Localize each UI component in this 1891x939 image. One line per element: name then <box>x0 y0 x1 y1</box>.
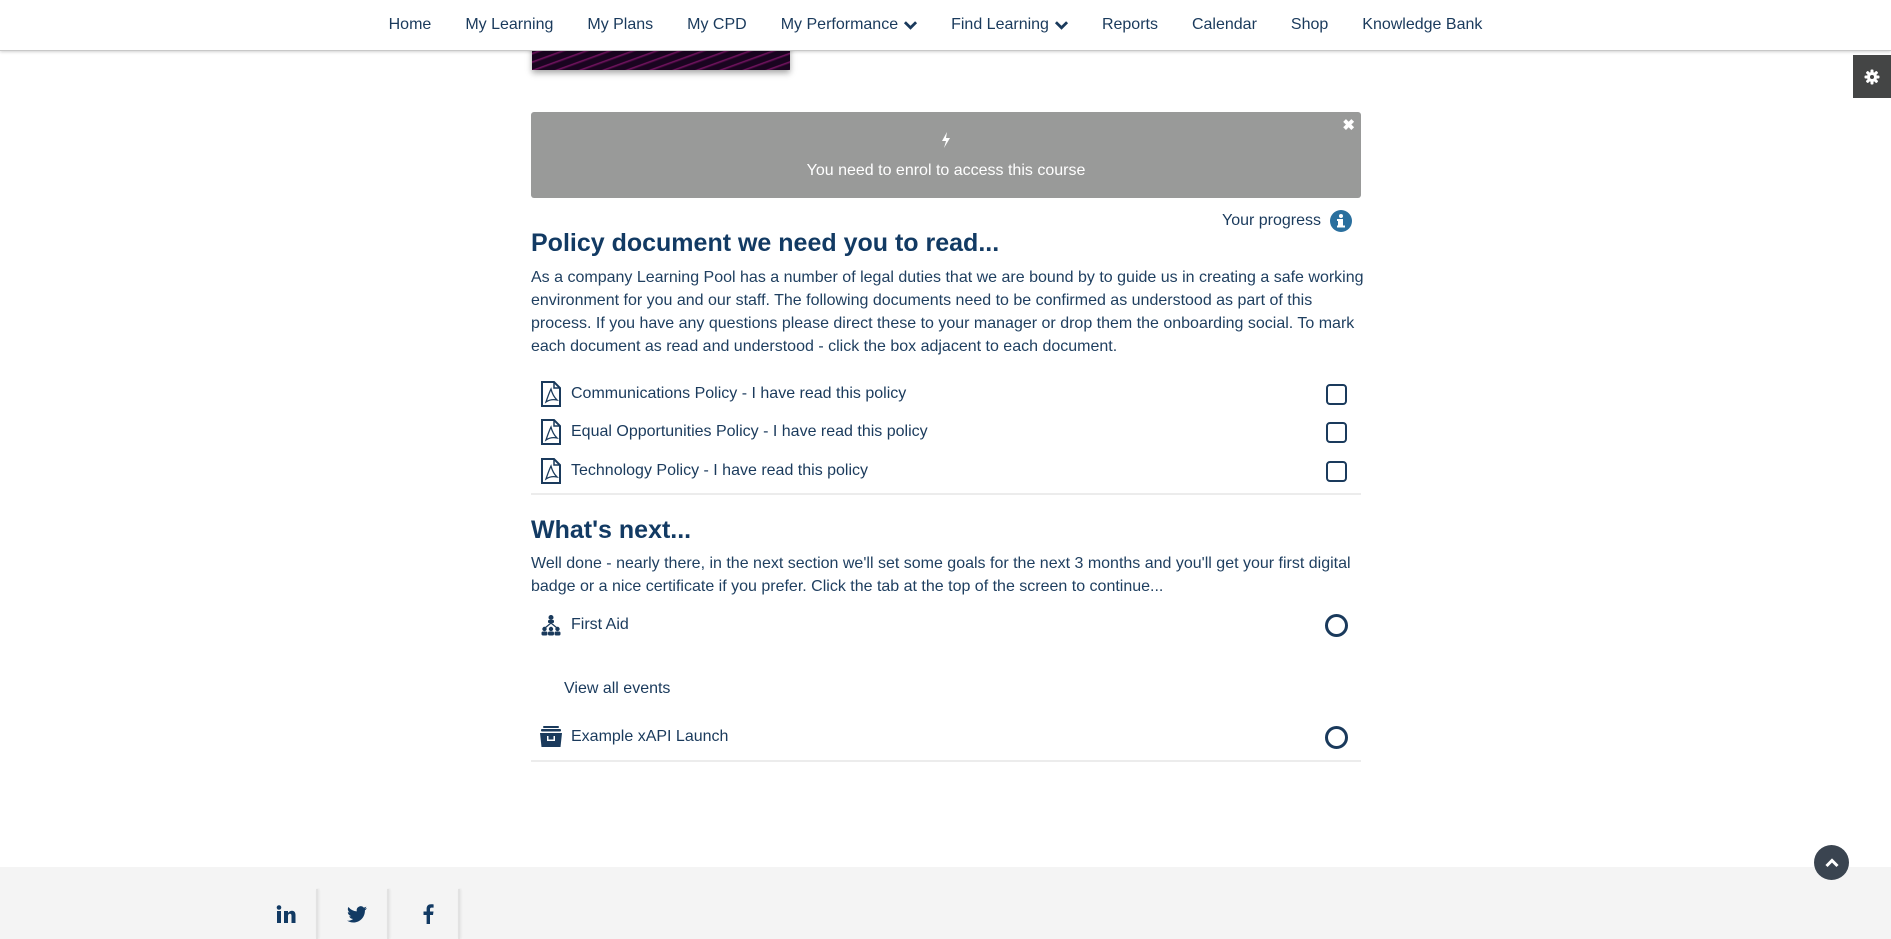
twitter-link[interactable] <box>322 889 392 939</box>
nav-home[interactable] <box>372 16 449 34</box>
footer-divider <box>458 889 460 939</box>
nav-my-performance[interactable] <box>764 16 934 34</box>
section-divider <box>531 493 1361 495</box>
nav-find-learning[interactable] <box>934 16 1085 34</box>
back-to-top-button[interactable] <box>1814 845 1849 880</box>
activity-item <box>531 610 1361 640</box>
nav-label: Home <box>388 16 432 33</box>
nav-label: My Learning <box>465 16 554 33</box>
pdf-icon <box>537 419 565 445</box>
section-title: What's next... <box>531 516 692 544</box>
nav-my-plans[interactable] <box>570 16 670 34</box>
enrol-alert <box>531 112 1361 198</box>
completion-checkbox[interactable] <box>1326 422 1347 443</box>
linkedin-icon <box>276 905 296 923</box>
nav-label: My Plans <box>587 16 654 33</box>
footer <box>0 867 1891 939</box>
facebook-icon <box>423 904 434 924</box>
nav-menu <box>372 16 1500 34</box>
section-title: Policy document we need you to read... <box>531 229 1000 257</box>
nav-calendar[interactable] <box>1175 16 1274 34</box>
chevron-down-icon <box>1055 20 1068 30</box>
activity-link[interactable]: Example xAPI Launch <box>571 728 729 745</box>
section-description: Well done - nearly there, in the next section we'll set some goals for the next 3 months and you'll get your first digital badge or a nice certificate if you prefer. Click the tab at the top of the screen to continue... <box>531 555 1351 595</box>
completion-checkbox[interactable] <box>1326 461 1347 482</box>
activity-link[interactable]: Equal Opportunities Policy - I have read this policy <box>571 423 928 440</box>
nav-shop[interactable] <box>1274 16 1345 34</box>
section-description: As a company Learning Pool has a number of legal duties that we are bound by to guide us in creating a safe working environment for you and our staff. The following documents need to be confirmed as understood as part of this process. If you have any questions please direct these to your manager or drop them the onboarding social. To mark each document as read and understood - click the box adjacent to each document. <box>531 269 1364 355</box>
activity-item <box>531 417 1361 447</box>
seminar-icon <box>537 614 565 636</box>
facebook-link[interactable] <box>393 889 463 939</box>
completion-status-icon <box>1325 726 1348 749</box>
pdf-icon <box>537 458 565 484</box>
your-progress <box>1222 210 1352 232</box>
nav-reports[interactable] <box>1085 16 1175 34</box>
completion-checkbox[interactable] <box>1326 384 1347 405</box>
settings-button[interactable] <box>1853 55 1891 98</box>
activity-link[interactable]: Communications Policy - I have read this policy <box>571 385 907 402</box>
nav-label: Shop <box>1290 16 1329 33</box>
twitter-icon <box>347 906 367 923</box>
completion-status-icon <box>1325 614 1348 637</box>
activity-item <box>531 456 1361 486</box>
linkedin-link[interactable] <box>251 889 321 939</box>
close-icon[interactable]: ✖ <box>1342 117 1355 134</box>
section-divider <box>531 760 1361 762</box>
nav-label: Knowledge Bank <box>1362 16 1483 33</box>
nav-label: Reports <box>1101 16 1158 33</box>
nav-label: My Performance <box>780 16 899 33</box>
nav-label: Calendar <box>1191 16 1257 33</box>
nav-label: My CPD <box>687 16 747 33</box>
pdf-icon <box>537 381 565 407</box>
xapi-box-icon <box>537 726 565 748</box>
activity-item <box>531 722 1361 752</box>
gear-icon <box>1864 69 1880 85</box>
nav-label: Find Learning <box>951 16 1049 33</box>
progress-label: Your progress <box>1222 212 1322 229</box>
bolt-icon <box>941 132 951 148</box>
info-icon[interactable] <box>1330 210 1352 232</box>
footer-divider <box>316 889 318 939</box>
activity-link[interactable]: First Aid <box>571 616 629 633</box>
top-navigation <box>0 0 1891 51</box>
chevron-down-icon <box>904 20 917 30</box>
activity-link[interactable]: Technology Policy - I have read this policy <box>571 462 869 479</box>
nav-my-cpd[interactable] <box>670 16 764 34</box>
nav-my-learning[interactable] <box>448 16 570 34</box>
alert-message: You need to enrol to access this course <box>806 162 1086 179</box>
nav-knowledge-bank[interactable] <box>1345 16 1499 34</box>
activity-item <box>531 379 1361 409</box>
footer-divider <box>387 889 389 939</box>
view-all-events-link[interactable]: View all events <box>564 680 671 697</box>
chevron-up-icon <box>1825 858 1839 868</box>
